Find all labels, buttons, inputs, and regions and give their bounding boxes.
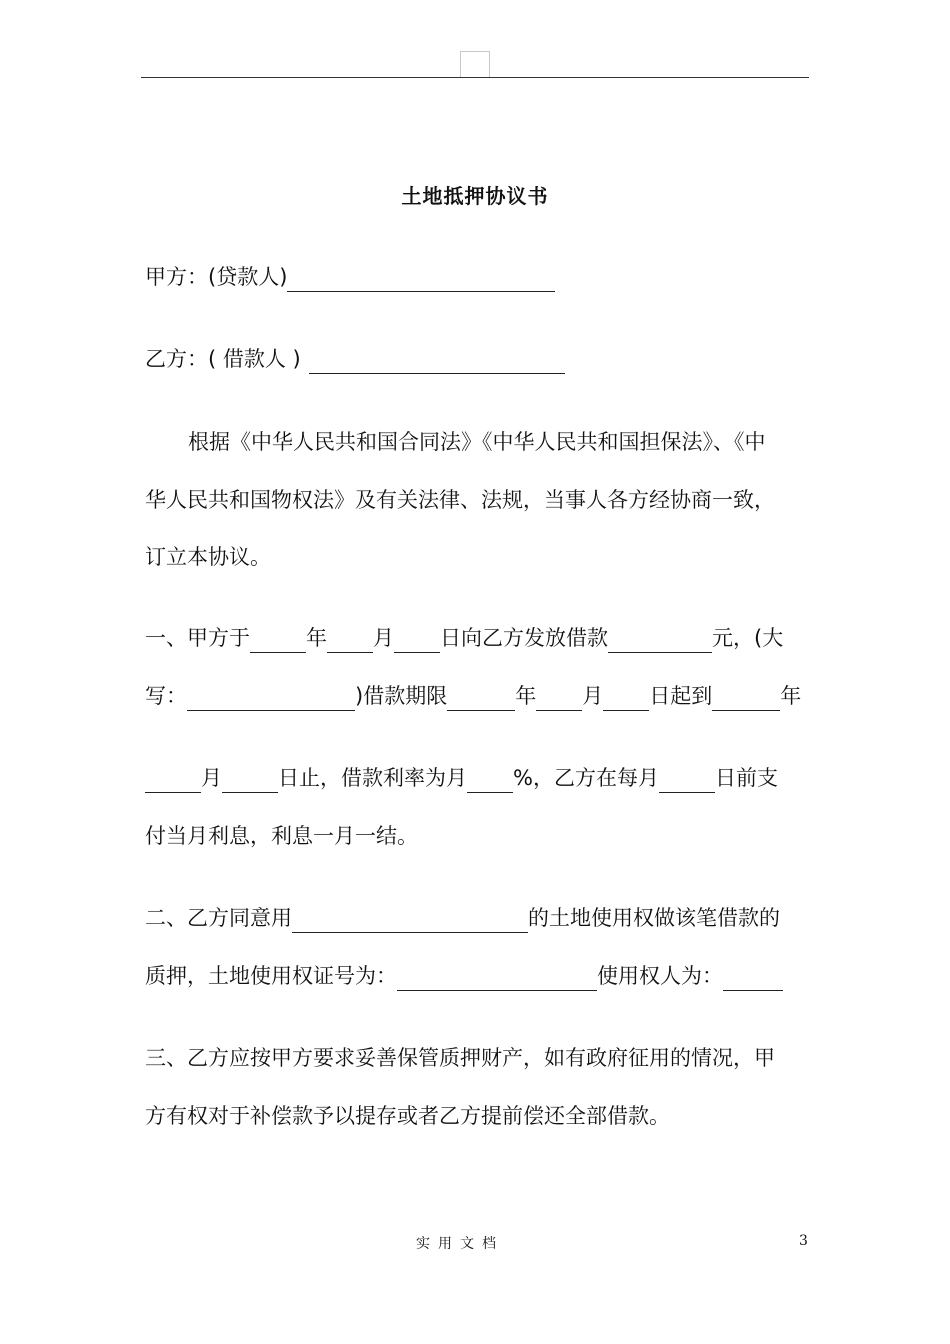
preamble-line-3: 订立本协议。 (145, 545, 271, 569)
term-end-month-blank[interactable] (145, 768, 201, 793)
header-box (460, 51, 490, 78)
clause2-text: 二、乙方同意用 (145, 906, 292, 930)
footer-label: 实用文档 (416, 1236, 504, 1252)
clause1-text: 日向乙方发放借款 (440, 626, 608, 650)
document-title: 土地抵押协议书 (401, 184, 549, 208)
clause2-line-1 (145, 903, 780, 933)
loan-year-blank[interactable] (250, 628, 306, 653)
party-b-blank[interactable] (309, 349, 565, 374)
user-name-blank[interactable] (723, 966, 783, 991)
clause2-text: 使用权人为： (597, 964, 723, 988)
certificate-number-blank[interactable] (397, 966, 597, 991)
clause2-text: 的土地使用权做该笔借款的 (528, 906, 780, 930)
clause3-line-2: 方有权对于补偿款予以提存或者乙方提前偿还全部借款。 (145, 1104, 670, 1128)
clause1-text: 年 (780, 684, 802, 708)
clause1-text: 日止，借款利率为月 (278, 766, 467, 790)
clause1-line-2 (145, 681, 801, 711)
term-end-year-blank[interactable] (712, 686, 780, 711)
party-b-line (145, 344, 565, 374)
clause1-text: %，乙方在每月 (513, 766, 659, 790)
clause2-text: 质押，土地使用权证号为： (145, 964, 397, 988)
clause1-text: 月 (582, 684, 604, 708)
term-start-month-blank[interactable] (536, 686, 582, 711)
payment-day-blank[interactable] (659, 768, 715, 793)
party-b-label: 乙方：( 借款人 ) (145, 347, 301, 371)
party-a-label: 甲方：(贷款人) (145, 265, 288, 289)
clause1-text: 月 (373, 626, 394, 650)
loan-day-blank[interactable] (394, 628, 440, 653)
clause1-text: 月 (201, 766, 222, 790)
preamble-line-1: 根据《中华人民共和国合同法》《中华人民共和国担保法》、《中 (188, 430, 766, 454)
party-a-blank[interactable] (287, 267, 555, 292)
page-number: 3 (799, 1233, 808, 1249)
clause1-text: 一、甲方于 (145, 626, 250, 650)
clause1-text: 年 (515, 684, 537, 708)
term-end-day-blank[interactable] (222, 768, 278, 793)
loan-amount-blank[interactable] (608, 628, 712, 653)
clause1-text: )借款期限 (355, 684, 448, 708)
clause1-text: 元，(大 (712, 626, 784, 650)
clause1-text: 写： (145, 684, 187, 708)
clause1-line-1 (145, 623, 783, 653)
loan-month-blank[interactable] (327, 628, 373, 653)
clause1-line-3 (145, 763, 778, 793)
clause1-line-4: 付当月利息，利息一月一结。 (145, 824, 418, 848)
interest-rate-blank[interactable] (467, 768, 513, 793)
clause1-text: 日前支 (714, 766, 778, 790)
term-start-day-blank[interactable] (603, 686, 649, 711)
amount-in-words-blank[interactable] (187, 686, 355, 711)
clause3-line-1: 三、乙方应按甲方要求妥善保管质押财产，如有政府征用的情况，甲 (145, 1046, 775, 1070)
land-description-blank[interactable] (292, 908, 528, 933)
party-a-line (145, 262, 555, 292)
clause2-line-2 (145, 961, 783, 991)
term-start-year-blank[interactable] (447, 686, 515, 711)
preamble-line-2: 华人民共和国物权法》及有关法律、法规，当事人各方经协商一致， (145, 488, 775, 512)
header-rule (141, 77, 809, 78)
clause1-text: 年 (306, 626, 327, 650)
clause1-text: 日起到 (649, 684, 713, 708)
